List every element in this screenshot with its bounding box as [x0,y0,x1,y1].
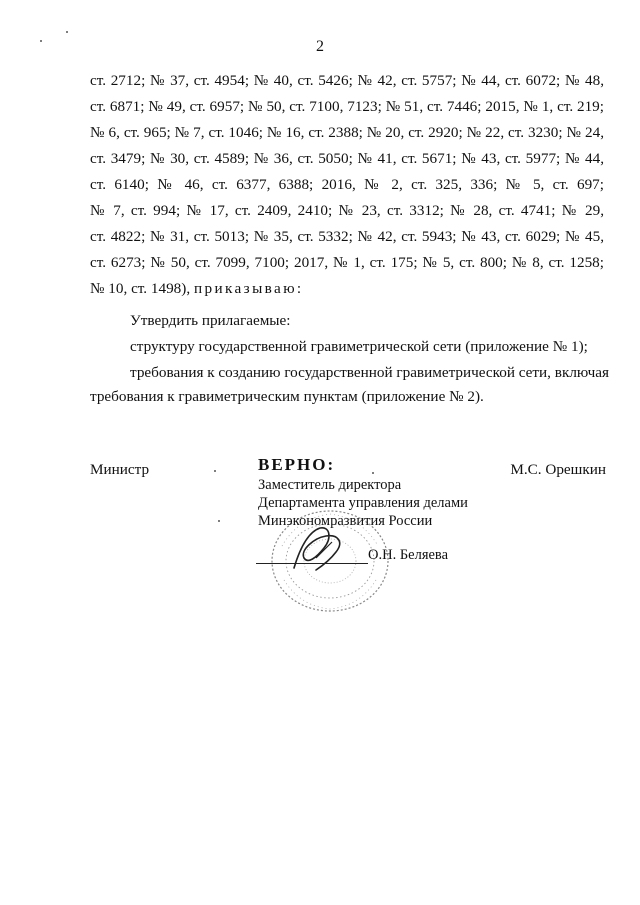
certifier-name: О.Н. Беляева [368,547,449,563]
order-word: приказываю: [193,280,304,297]
legal-reference-line: ст. 3479; № 30, ст. 4589; № 36, ст. 5050; № 41, ст. 5671; № 43, ст. 5977; № 44, [90,150,604,167]
handwritten-signature [286,518,356,578]
certifier-department: Департамента управления делами [258,495,468,511]
legal-reference-line: ст. 6871; № 49, ст. 6957; № 50, ст. 7100, 7123; № 51, ст. 7446; 2015, № 1, ст. 219; [90,98,604,115]
scan-speck [214,470,216,472]
scan-speck [372,472,374,474]
legal-reference-final-line [90,278,604,299]
legal-reference-line: ст. 6273; № 50, ст. 7099, 7100; 2017, № 1, ст. 175; № 5, ст. 800; № 8, ст. 1258; [90,254,604,271]
certifier-position: Заместитель директора [258,477,402,493]
scan-speck [40,40,42,42]
approved-item-1: структуру государственной гравиметрической сети (приложение № 1); [130,338,588,355]
signature-rule [256,563,368,564]
legal-reference-tail: № 10, ст. 1498), [90,280,191,297]
approve-line: Утвердить прилагаемые: [130,312,291,329]
page-number: 2 [316,38,324,55]
legal-reference-line: № 7, ст. 994; № 17, ст. 2409, 2410; № 23, ст. 3312; № 28, ст. 4741; № 29, [90,202,604,219]
certifier-ministry: Минэкономразвития России [258,513,433,529]
approved-item-2: требования к созданию государственной гравиметрической сети, включая [130,364,610,381]
approved-item-2-continued: требования к гравиметрическим пунктам (приложение № 2). [90,388,484,405]
scan-speck [66,31,68,33]
legal-reference-line: ст. 4822; № 31, ст. 5013; № 35, ст. 5332; № 42, ст. 5943; № 43, ст. 6029; № 45, [90,228,604,245]
minister-name: М.С. Орешкин [510,461,606,478]
scan-speck [218,520,220,522]
certification-title: ВЕРНО: [258,455,336,474]
legal-reference-line: ст. 6140; № 46, ст. 6377, 6388; 2016, № 2, ст. 325, 336; № 5, ст. 697; [90,176,604,193]
minister-title: Министр [90,461,150,478]
legal-reference-line: № 6, ст. 965; № 7, ст. 1046; № 16, ст. 2388; № 20, ст. 2920; № 22, ст. 3230; № 24, [90,124,604,141]
legal-reference-line: ст. 2712; № 37, ст. 4954; № 40, ст. 5426; № 42, ст. 5757; № 44, ст. 6072; № 48, [90,72,604,89]
